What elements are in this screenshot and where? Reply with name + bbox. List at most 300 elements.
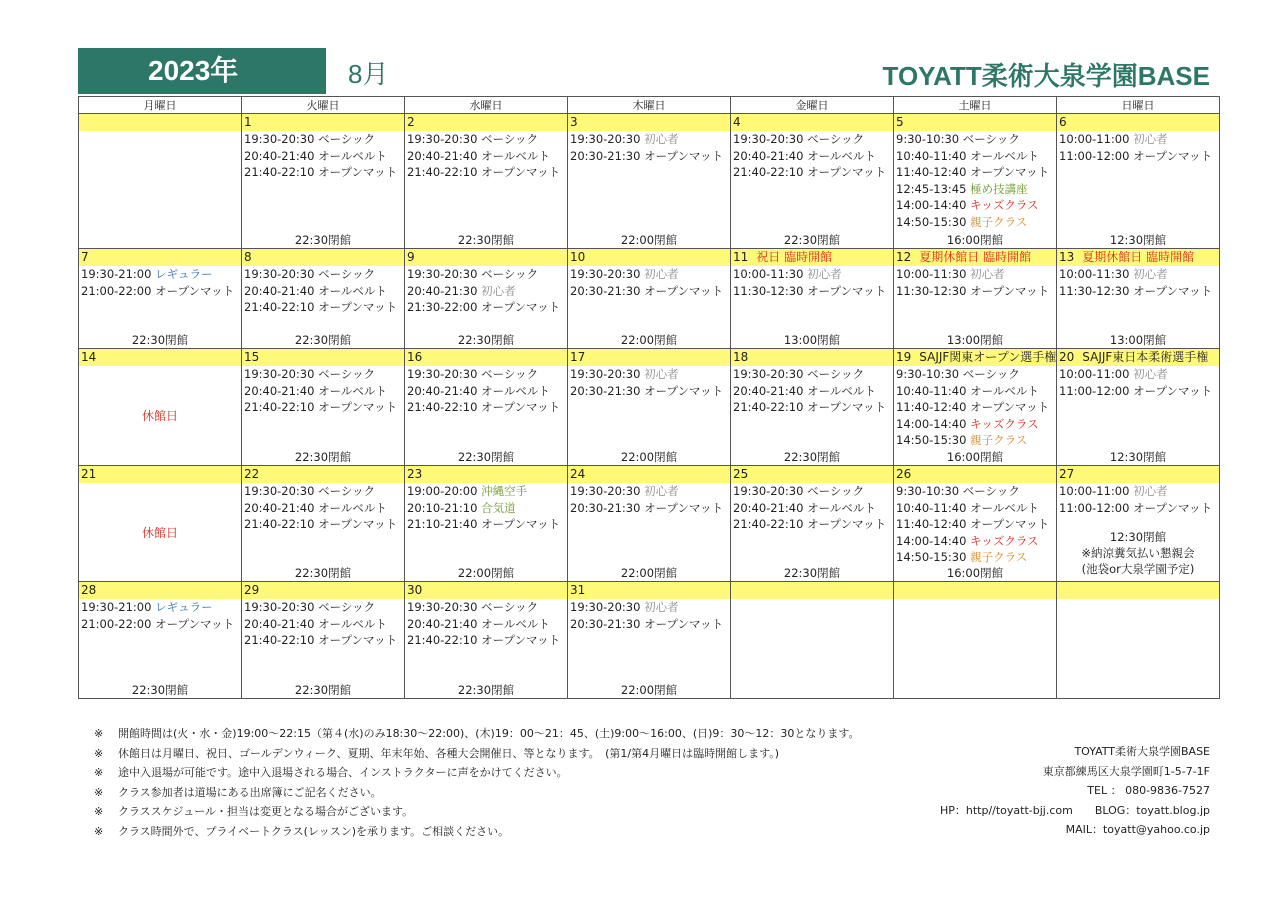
- class-slot: [244, 366, 404, 383]
- day-number-text: 25: [733, 467, 749, 481]
- class-slots: [242, 266, 404, 316]
- class-name: 初心者: [1133, 484, 1168, 498]
- day-cell: [1057, 349, 1220, 466]
- class-name: ベーシック: [481, 600, 539, 614]
- class-time: 20:40-21:40: [244, 383, 315, 398]
- class-time: 21:10-21:40: [407, 517, 478, 531]
- class-name: オープンマット: [970, 165, 1050, 179]
- class-slot: [896, 148, 1056, 165]
- class-slot: [1059, 131, 1219, 148]
- day-number-text: 21: [81, 467, 97, 481]
- day-note: 夏期休館日 臨時開館: [1082, 250, 1195, 264]
- class-slot: [1059, 500, 1219, 517]
- day-number: [79, 466, 241, 483]
- closing-time: 13:00閉館: [783, 333, 841, 347]
- class-time: 20:30-21:30: [570, 500, 641, 515]
- class-time: 14:00-14:40: [896, 416, 967, 431]
- class-time: 19:30-20:30: [244, 132, 315, 146]
- class-slot: [896, 164, 1056, 181]
- class-time: 21:00-22:00: [81, 283, 152, 298]
- day-number: [568, 466, 730, 483]
- class-time: 19:30-20:30: [570, 484, 641, 498]
- class-name: オープンマット: [644, 283, 724, 298]
- day-number-text: 15: [244, 350, 260, 364]
- class-name: オープンマット: [807, 400, 887, 414]
- class-time: 11:30-12:30: [896, 283, 967, 298]
- class-slots: [405, 599, 567, 649]
- class-slot: [244, 164, 404, 181]
- class-slot: [896, 533, 1056, 550]
- class-slot: [81, 599, 241, 616]
- contact-web[interactable]: HP：http//toyatt-bjj.com BLOG：toyatt.blog.jp: [939, 803, 1210, 817]
- day-note: 祝日 臨時開館: [756, 250, 833, 264]
- class-slot: [733, 483, 893, 500]
- class-slot: [733, 131, 893, 148]
- class-time: 19:30-20:30: [733, 132, 804, 146]
- class-name: オールベルト: [481, 148, 550, 163]
- class-slot: [1059, 148, 1219, 165]
- class-time: 14:50-15:30: [896, 550, 967, 564]
- class-time: 11:30-12:30: [733, 283, 804, 298]
- class-slot: [244, 516, 404, 533]
- class-slot: [896, 266, 1056, 283]
- class-time: 14:50-15:30: [896, 433, 967, 447]
- day-number-text: 16: [407, 350, 423, 364]
- class-time: 19:30-20:30: [407, 267, 478, 281]
- note-text: クラススケジュール・担当は変更となる場合がございます。: [118, 805, 414, 818]
- note-mark: ※: [94, 824, 104, 838]
- class-slot: [733, 500, 893, 517]
- closing-time: 16:00閉館: [946, 450, 1004, 464]
- day-cell: [79, 466, 242, 582]
- class-slots: [894, 266, 1056, 299]
- day-number-text: 28: [81, 583, 97, 597]
- day-number-text: 9: [407, 250, 415, 264]
- class-slots: [405, 266, 567, 316]
- class-name: オープンマット: [970, 283, 1050, 298]
- class-name: オールベルト: [970, 500, 1039, 515]
- class-time: 19:30-20:30: [733, 484, 804, 498]
- extra-line: ※納涼糞気払い懇親会: [1081, 546, 1195, 560]
- class-time: 19:30-20:30: [570, 367, 641, 381]
- day-number: [568, 349, 730, 366]
- class-name: オープンマット: [644, 500, 724, 515]
- extra-line: 12:30閉館: [1109, 530, 1167, 544]
- class-slot: [244, 616, 404, 633]
- class-slot: [733, 283, 893, 300]
- closing-time: 22:00閉館: [620, 683, 678, 697]
- day-number: [242, 582, 404, 599]
- class-name: 初心者: [644, 267, 679, 281]
- note-line: [94, 744, 860, 764]
- day-number-text: 3: [570, 115, 578, 129]
- closing-time: 22:00閉館: [620, 566, 678, 580]
- note-mark: ※: [94, 785, 104, 799]
- weekday-header: 火曜日: [242, 97, 405, 114]
- day-number-text: 1: [244, 115, 252, 129]
- class-name: オールベルト: [970, 383, 1039, 398]
- class-name: ベーシック: [318, 132, 376, 146]
- day-number: [405, 349, 567, 366]
- class-slot: [81, 616, 241, 633]
- class-name: オープンマット: [970, 400, 1050, 414]
- day-number-text: 29: [244, 583, 260, 597]
- class-time: 11:30-12:30: [1059, 283, 1130, 298]
- class-slots: [242, 131, 404, 181]
- day-number-text: 18: [733, 350, 749, 364]
- note-text: クラス参加者は道場にある出席簿にご記名ください。: [118, 785, 382, 799]
- class-time: 19:30-20:30: [407, 367, 478, 381]
- class-slot: [896, 399, 1056, 416]
- class-time: 21:40-22:10: [244, 300, 315, 314]
- class-slot: [81, 283, 241, 300]
- class-slot: [407, 516, 567, 533]
- class-slot: [896, 366, 1056, 383]
- day-cell: [568, 582, 731, 699]
- class-slots: [1057, 483, 1219, 516]
- class-time: 21:40-22:10: [407, 633, 478, 647]
- class-time: 11:40-12:40: [896, 517, 967, 531]
- day-cell: [242, 249, 405, 349]
- class-time: 20:40-21:40: [244, 148, 315, 163]
- class-name: オープンマット: [155, 283, 235, 298]
- class-name: 初心者: [807, 267, 842, 281]
- class-time: 21:40-22:10: [244, 517, 315, 531]
- closing-time: 22:30閉館: [457, 683, 515, 697]
- day-number-text: 5: [896, 115, 904, 129]
- day-number-text: 13: [1059, 250, 1075, 264]
- day-cell: [731, 249, 894, 349]
- class-time: 20:40-21:40: [733, 500, 804, 515]
- day-number: [894, 114, 1056, 131]
- day-cell: [79, 114, 242, 249]
- class-name: オールベルト: [970, 148, 1039, 163]
- class-slots: [731, 483, 893, 533]
- class-name: オールベルト: [318, 500, 387, 515]
- class-name: ベーシック: [481, 367, 539, 381]
- class-slot: [244, 266, 404, 283]
- class-time: 10:40-11:40: [896, 148, 967, 163]
- class-slot: [733, 399, 893, 416]
- day-cell: [242, 114, 405, 249]
- class-name: ベーシック: [807, 132, 865, 146]
- class-name: ベーシック: [318, 600, 376, 614]
- day-number: [894, 582, 1056, 599]
- class-name: オールベルト: [318, 283, 387, 298]
- class-slots: [1057, 366, 1219, 399]
- closing-time: 22:30閉館: [783, 450, 841, 464]
- class-name: 初心者: [644, 367, 679, 381]
- class-slot: [570, 266, 730, 283]
- closing-time: 22:30閉館: [131, 333, 189, 347]
- class-slot: [570, 500, 730, 517]
- gym-title: TOYATT柔術大泉学園BASE: [882, 61, 1210, 91]
- class-name: 初心者: [970, 267, 1005, 281]
- class-slot: [733, 148, 893, 165]
- class-time: 20:40-21:40: [733, 148, 804, 163]
- day-number-text: 14: [81, 350, 97, 364]
- day-number-text: 20: [1059, 350, 1075, 364]
- day-number: [894, 249, 1056, 266]
- class-slot: [244, 299, 404, 316]
- class-slot: [896, 416, 1056, 433]
- class-name: 初心者: [1133, 367, 1168, 381]
- class-time: 21:30-22:00: [407, 300, 478, 314]
- class-slot: [407, 148, 567, 165]
- day-number: [731, 582, 893, 599]
- class-slots: [1057, 266, 1219, 299]
- class-time: 11:00-12:00: [1059, 383, 1130, 398]
- day-number: [79, 114, 241, 131]
- class-time: 10:00-11:30: [733, 267, 804, 281]
- note-mark: ※: [94, 727, 104, 740]
- day-cell: [79, 582, 242, 699]
- class-slot: [407, 164, 567, 181]
- class-name: ベーシック: [962, 132, 1020, 146]
- class-name: ベーシック: [481, 267, 539, 281]
- note-text: クラス時間外で、プライベートクラス(レッスン)を承ります。ご相談ください。: [118, 824, 510, 838]
- day-number-text: 19: [896, 350, 912, 364]
- class-slot: [244, 399, 404, 416]
- day-number: [405, 249, 567, 266]
- class-name: オープンマット: [481, 633, 561, 647]
- class-time: 14:00-14:40: [896, 533, 967, 548]
- day-number-text: 31: [570, 583, 586, 597]
- class-slot: [244, 599, 404, 616]
- closing-time: 22:30閉館: [294, 450, 352, 464]
- class-slot: [407, 616, 567, 633]
- class-time: 9:30-10:30: [896, 367, 960, 381]
- class-name: ベーシック: [318, 267, 376, 281]
- class-name: オープンマット: [481, 517, 561, 531]
- day-number-text: 23: [407, 467, 423, 481]
- class-time: 20:40-21:40: [244, 500, 315, 515]
- class-slot: [733, 516, 893, 533]
- day-number-text: 10: [570, 250, 586, 264]
- week-row: [79, 582, 1220, 699]
- day-cell: [405, 114, 568, 249]
- class-slot: [407, 266, 567, 283]
- class-time: 20:40-21:40: [733, 383, 804, 398]
- class-slot: [896, 500, 1056, 517]
- class-name: オールベルト: [807, 500, 876, 515]
- closing-time: 22:30閉館: [294, 683, 352, 697]
- class-slot: [896, 483, 1056, 500]
- day-cell: [1057, 114, 1220, 249]
- extra-line: (池袋or大泉学園予定): [1081, 562, 1195, 576]
- day-number-text: 26: [896, 467, 912, 481]
- day-number: [242, 249, 404, 266]
- class-time: 11:00-12:00: [1059, 500, 1130, 515]
- class-slot: [896, 549, 1056, 566]
- day-number: [731, 349, 893, 366]
- closing-time: 22:00閉館: [620, 333, 678, 347]
- class-time: 20:40-21:40: [407, 383, 478, 398]
- class-slot: [896, 131, 1056, 148]
- day-number-text: 7: [81, 250, 89, 264]
- class-name: キッズクラス: [970, 533, 1039, 548]
- class-slot: [1059, 483, 1219, 500]
- class-slots: [731, 266, 893, 299]
- class-slot: [244, 483, 404, 500]
- class-slots: [405, 131, 567, 181]
- extra-info: [1057, 529, 1219, 577]
- class-time: 21:40-22:10: [733, 400, 804, 414]
- day-cell: [79, 349, 242, 466]
- class-name: オープンマット: [644, 616, 724, 631]
- day-cell: [731, 466, 894, 582]
- class-time: 19:30-21:00: [81, 267, 152, 281]
- closing-time: 12:30閉館: [1109, 450, 1167, 464]
- closing-time: 13:00閉館: [1109, 333, 1167, 347]
- class-slots: [1057, 131, 1219, 164]
- class-name: オープンマット: [644, 148, 724, 163]
- note-line: [94, 763, 860, 783]
- note-mark: ※: [94, 746, 104, 760]
- class-time: 20:40-21:40: [244, 283, 315, 298]
- weekday-header: 金曜日: [731, 97, 894, 114]
- day-cell: [731, 582, 894, 699]
- class-name: オールベルト: [481, 616, 550, 631]
- contact-address: 東京都練馬区大泉学園町1-5-7-1F: [1042, 764, 1210, 778]
- class-time: 20:40-21:40: [407, 148, 478, 163]
- class-slot: [896, 181, 1056, 198]
- class-time: 21:40-22:10: [733, 517, 804, 531]
- day-number-text: 17: [570, 350, 586, 364]
- day-number: [405, 466, 567, 483]
- class-slots: [405, 483, 567, 533]
- class-time: 19:30-20:30: [244, 267, 315, 281]
- note-text: 途中入退場が可能です。途中入退場される場合、インストラクターに声をかけてください。: [118, 766, 568, 779]
- class-name: オープンマット: [807, 165, 887, 179]
- class-time: 11:40-12:40: [896, 400, 967, 414]
- class-time: 21:40-22:10: [244, 165, 315, 179]
- class-slot: [407, 599, 567, 616]
- class-name: オールベルト: [807, 383, 876, 398]
- class-slot: [570, 616, 730, 633]
- day-number: [731, 114, 893, 131]
- class-slot: [407, 366, 567, 383]
- day-cell: [568, 466, 731, 582]
- day-cell: [568, 249, 731, 349]
- class-time: 20:30-21:30: [570, 383, 641, 398]
- class-slot: [733, 164, 893, 181]
- note-text: 開館時間は(火・水・金)19:00～22:15（第４(水)のみ18:30～22:00)、(木)19：00～21：45、(土)9:00～16:00、(日)9：30～12：30となります。: [118, 727, 860, 740]
- class-time: 14:00-14:40: [896, 198, 967, 212]
- day-cell: [405, 582, 568, 699]
- class-name: 沖縄空手: [481, 484, 528, 498]
- note-text: 休館日は月曜日、祝日、ゴールデンウィーク、夏期、年末年始、各種大会開催日、等となります。 (第1/第4月曜日は臨時開館します。): [118, 746, 779, 760]
- contact-block: [940, 742, 1210, 840]
- day-cell: [894, 349, 1057, 466]
- monthly-calendar: [78, 96, 1220, 699]
- class-time: 21:40-22:10: [244, 633, 315, 647]
- class-time: 10:00-11:00: [1059, 367, 1130, 381]
- closing-time: 22:30閉館: [294, 566, 352, 580]
- day-number: [731, 466, 893, 483]
- closing-time: 22:00閉館: [457, 566, 515, 580]
- note-mark: ※: [94, 766, 104, 779]
- class-time: 20:40-21:40: [407, 616, 478, 631]
- class-name: キッズクラス: [970, 416, 1039, 431]
- class-time: 19:30-20:30: [407, 132, 478, 146]
- class-name: オールベルト: [318, 148, 387, 163]
- day-number-text: 24: [570, 467, 586, 481]
- day-number: [79, 349, 241, 366]
- class-time: 20:30-21:30: [570, 616, 641, 631]
- note-line: [94, 822, 860, 842]
- contact-mail[interactable]: MAIL：toyatt@yahoo.co.jp: [1065, 823, 1210, 836]
- note-mark: ※: [94, 805, 104, 818]
- class-time: 19:30-20:30: [570, 132, 641, 146]
- note-line: [94, 724, 860, 744]
- day-cell: [894, 114, 1057, 249]
- class-slots: [79, 599, 241, 632]
- class-name: 極め技講座: [970, 181, 1028, 196]
- class-name: オープンマット: [970, 517, 1050, 531]
- class-name: オープンマット: [318, 517, 398, 531]
- class-slots: [894, 131, 1056, 230]
- class-slots: [731, 131, 893, 181]
- day-number-text: 22: [244, 467, 260, 481]
- class-slots: [568, 266, 730, 299]
- class-name: オープンマット: [481, 300, 561, 314]
- note-line: [94, 802, 860, 822]
- class-slot: [570, 599, 730, 616]
- weekday-header: 土曜日: [894, 97, 1057, 114]
- day-number: [894, 349, 1056, 366]
- closing-time: 22:30閉館: [783, 233, 841, 247]
- week-row: [79, 349, 1220, 466]
- class-name: レギュラー: [155, 600, 213, 614]
- day-note: SAJJF東日本柔術選手権: [1082, 350, 1209, 364]
- class-slot: [733, 383, 893, 400]
- day-number: [242, 466, 404, 483]
- day-cell: [242, 582, 405, 699]
- class-name: オープンマット: [481, 400, 561, 414]
- class-time: 14:50-15:30: [896, 214, 967, 229]
- closed-day-label: 休館日: [141, 409, 178, 423]
- class-name: オープンマット: [644, 383, 724, 398]
- class-slot: [896, 214, 1056, 231]
- class-name: オープンマット: [318, 633, 398, 647]
- class-slot: [244, 383, 404, 400]
- class-name: オープンマット: [1133, 283, 1213, 298]
- class-slot: [244, 148, 404, 165]
- class-slots: [242, 366, 404, 416]
- class-slot: [570, 483, 730, 500]
- class-slots: [894, 366, 1056, 449]
- class-time: 21:40-22:10: [407, 165, 478, 179]
- day-cell: [405, 466, 568, 582]
- closing-time: 22:30閉館: [294, 333, 352, 347]
- day-number-text: 27: [1059, 467, 1075, 481]
- class-slot: [244, 500, 404, 517]
- day-number: [1057, 114, 1219, 131]
- day-cell: [568, 349, 731, 466]
- closing-time: 22:30閉館: [783, 566, 841, 580]
- class-name: ベーシック: [807, 484, 865, 498]
- closing-time: 22:00閉館: [620, 233, 678, 247]
- class-time: 10:40-11:40: [896, 500, 967, 515]
- closing-time: 22:30閉館: [457, 233, 515, 247]
- class-name: ベーシック: [481, 132, 539, 146]
- weekday-header: 水曜日: [405, 97, 568, 114]
- closing-time: 22:00閉館: [620, 450, 678, 464]
- day-cell: [731, 114, 894, 249]
- class-name: キッズクラス: [970, 198, 1039, 212]
- class-name: オープンマット: [481, 165, 561, 179]
